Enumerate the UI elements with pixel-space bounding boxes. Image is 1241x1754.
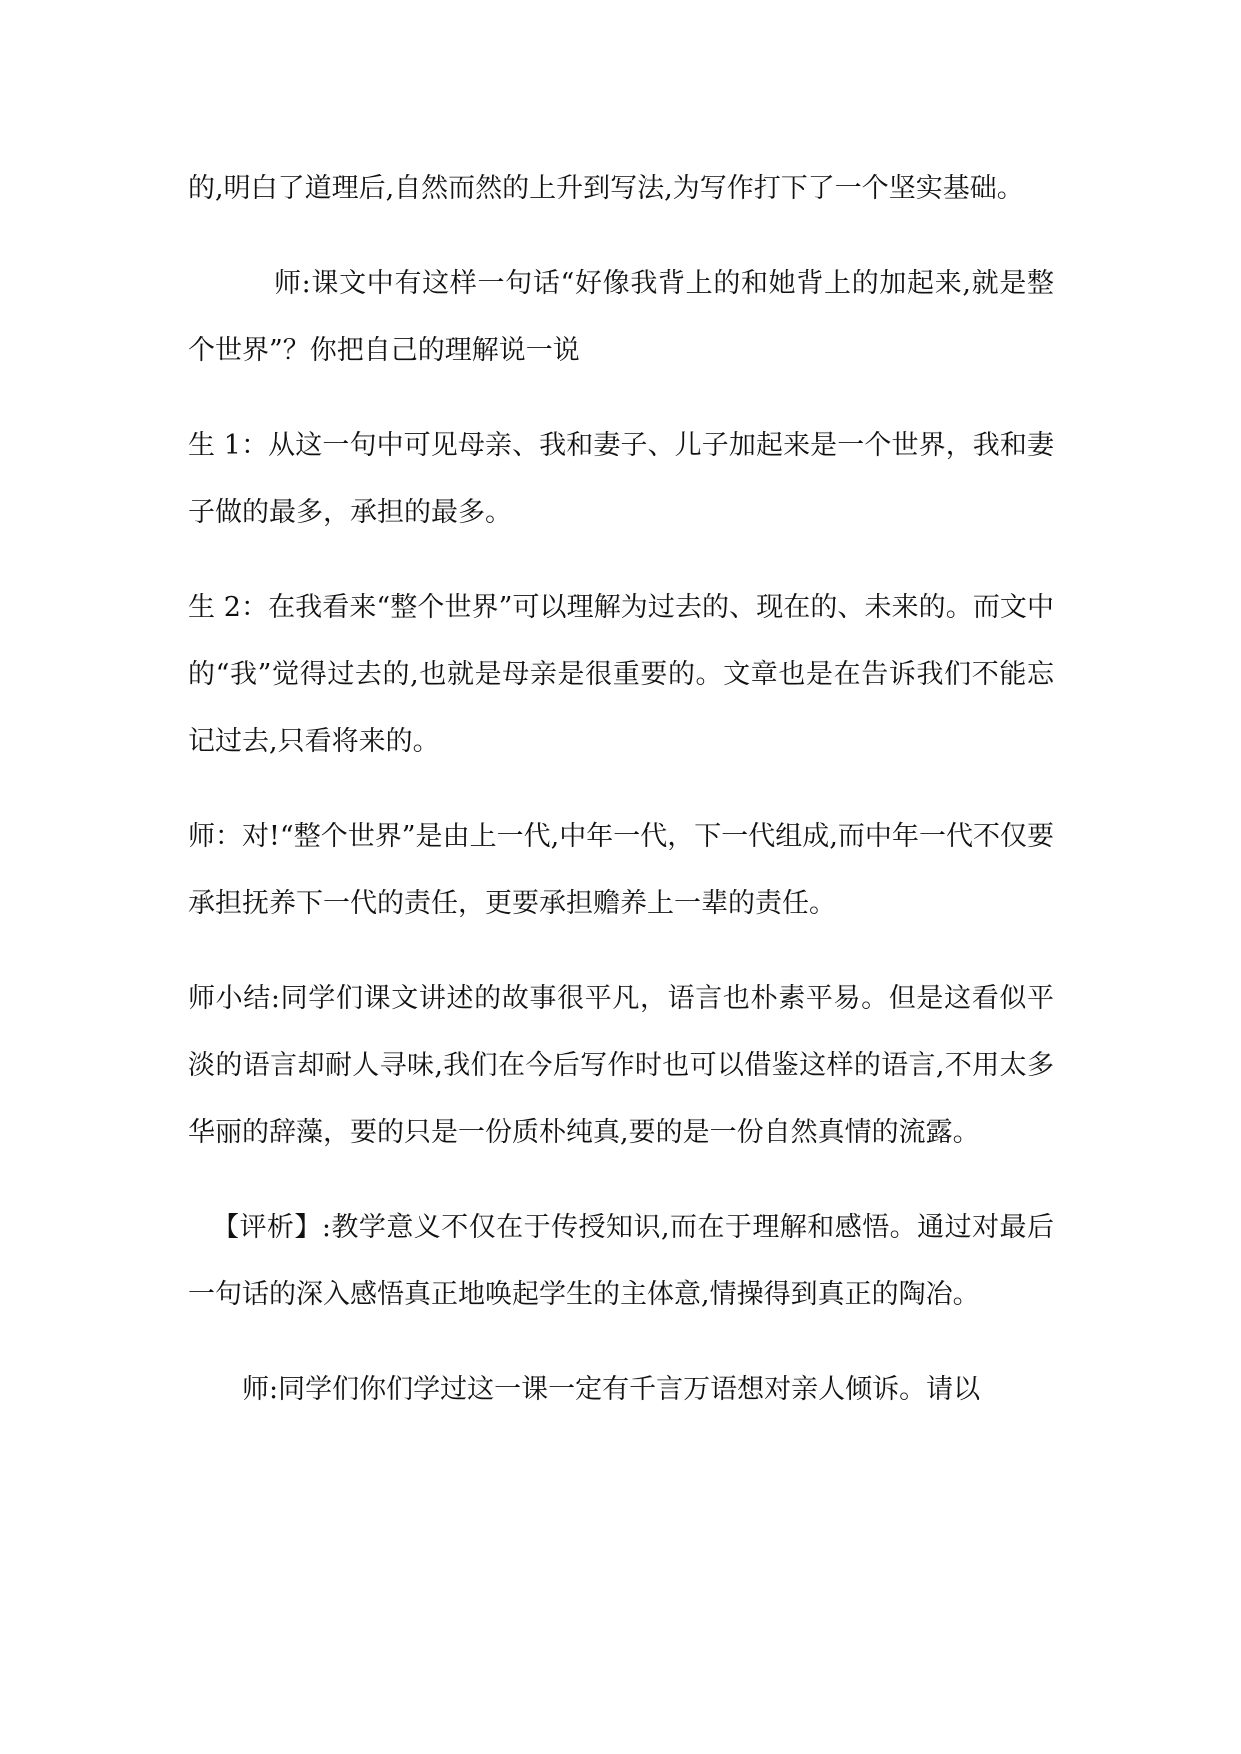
paragraph-writing-foundation: 的,明白了道理后,自然而然的上升到写法,为写作打下了一个坚实基础。 xyxy=(188,173,1024,204)
paragraph-teacher-summary: 师小结:同学们课文讲述的故事很平凡，语言也朴素平易。但是这看似平淡的语言却耐人寻味,我们在今后写作时也可以借鉴这样的语言,不用太多华丽的辞藻，要的只是一份质朴纯真,要的是一份自然真情的流露。 xyxy=(188,983,1054,1148)
paragraph-student-1: 生 1：从这一句中可见母亲、我和妻子、儿子加起来是一个世界，我和妻子做的最多，承担的最多。 xyxy=(188,430,1054,528)
paragraph-student-2: 生 2：在我看来“整个世界”可以理解为过去的、现在的、未来的。而文中的“我”觉得过去的,也就是母亲是很重要的。文章也是在告诉我们不能忘记过去,只看将来的。 xyxy=(188,592,1054,757)
paragraph-teacher-question: 师:课文中有这样一句话“好像我背上的和她背上的加起来,就是整个世界”？你把自己的理解说一说 xyxy=(188,268,1054,366)
paragraph-teacher-response: 师：对!“整个世界”是由上一代,中年一代，下一代组成,而中年一代不仅要承担抚养下一代的责任，更要承担赡养上一辈的责任。 xyxy=(188,821,1054,919)
document-body xyxy=(188,155,1054,1423)
paragraph-analysis: 【评析】:教学意义不仅在于传授知识,而在于理解和感悟。通过对最后一句话的深入感悟真正地唤起学生的主体意,情操得到真正的陶冶。 xyxy=(188,1212,1054,1310)
paragraph-teacher-prompt: 师:同学们你们学过这一课一定有千言万语想对亲人倾诉。请以 xyxy=(242,1374,981,1405)
